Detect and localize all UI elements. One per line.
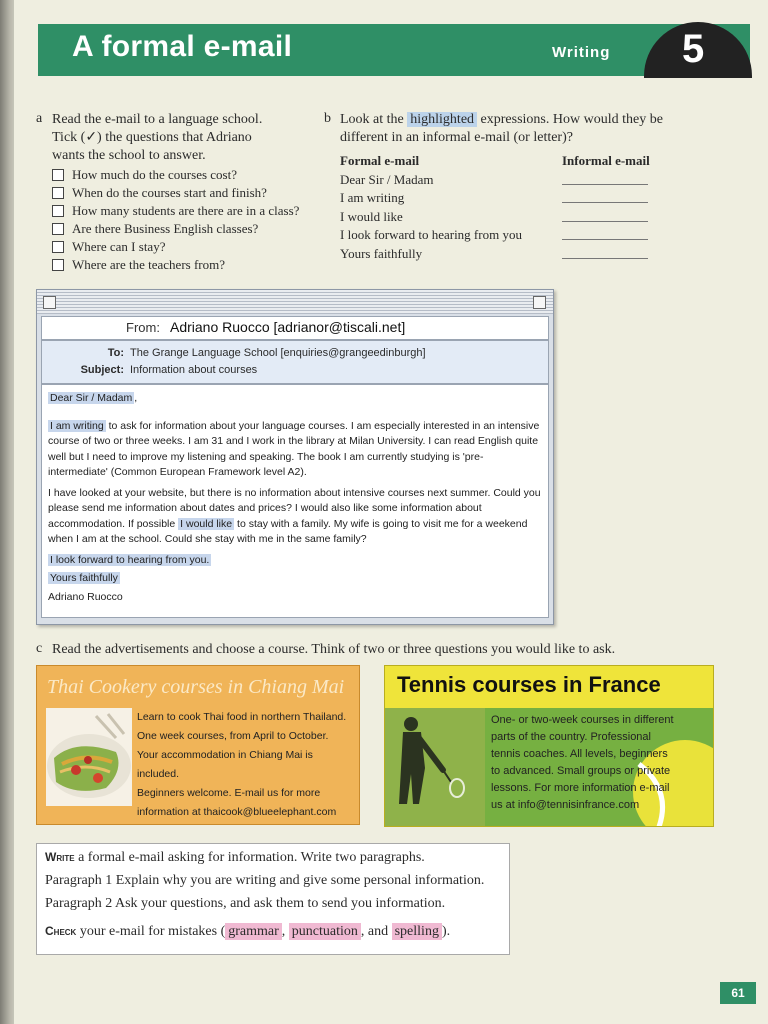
tennis-player-icon [385, 708, 485, 826]
table-row [340, 189, 670, 208]
checkbox[interactable] [52, 223, 64, 235]
paragraph-text: I have looked at your website, but there is no information about intensive courses next summer. Could you please send me information about dates and prices? I would also like some information about accommodation. If possible [48, 486, 541, 530]
checklist-item[interactable] [52, 202, 332, 220]
email-paragraph-2 [48, 486, 542, 548]
instruction-line: wants the school to answer. [52, 148, 206, 163]
formal-expression: Yours faithfully [340, 245, 423, 261]
ad-text [137, 708, 353, 822]
email-signature: Adriano Ruocco [48, 590, 123, 603]
checklist-label: Are there Business English classes? [72, 221, 259, 236]
exercise-c-letter: c [36, 641, 43, 656]
tennis-ad [384, 665, 714, 827]
instruction-line [340, 111, 700, 129]
task-line-1 [45, 850, 425, 866]
table-row [340, 171, 670, 190]
from-label: From: [126, 320, 160, 335]
instruction-text: Look at the [340, 112, 404, 127]
checklist-item[interactable] [52, 220, 332, 238]
checklist-label: How much do the courses cost? [72, 167, 237, 182]
instruction-line: Read the e-mail to a language school. [52, 112, 263, 127]
instruction-text: expressions. How would they be [480, 112, 663, 127]
checkbox[interactable] [52, 241, 64, 253]
exercise-c-instruction: Read the advertisements and choose a course. Think of two or three questions you would like to ask. [52, 642, 616, 657]
answer-blank[interactable] [562, 212, 648, 222]
ad-line: tennis coaches. All levels, beginners [491, 748, 668, 760]
highlighted-expression: Yours faithfully [50, 572, 118, 584]
exercise-a-letter: a [36, 111, 43, 126]
spelling-chip: spelling [392, 923, 442, 940]
highlighted-expression: Dear Sir / Madam [50, 392, 133, 404]
checkbox[interactable] [52, 169, 64, 181]
page-title: A formal e-mail [72, 30, 293, 63]
task-line-2: Paragraph 1 Explain why you are writing and give some personal information. [45, 873, 485, 888]
checkbox[interactable] [52, 259, 64, 271]
grammar-chip: grammar [225, 923, 282, 940]
table-row [340, 245, 670, 264]
food-photo [46, 708, 132, 806]
email-window [36, 289, 554, 625]
exercise-b-letter: b [324, 111, 331, 126]
email-paragraph-1 [48, 419, 542, 481]
table-row [340, 226, 670, 245]
checklist-label: When do the courses start and finish? [72, 185, 267, 200]
greeting-tail: , [134, 392, 138, 404]
task-text: your e-mail for mistakes ( [79, 924, 226, 939]
tennis-photo [385, 708, 485, 826]
formal-informal-table [340, 152, 670, 263]
email-from-row [41, 316, 549, 340]
highlighted-expression: I would like [180, 517, 233, 530]
unit-number: 5 [682, 27, 705, 71]
to-label: To: [107, 347, 124, 359]
ad-text [491, 712, 707, 814]
highlighted-expression: I am writing [50, 419, 104, 432]
thai-cookery-ad [36, 665, 360, 825]
page-header [38, 24, 750, 76]
col-formal-header: Formal e-mail [340, 153, 420, 169]
subject-value: Information about courses [130, 364, 258, 376]
ad-line: information at thaicook@blueelephant.com [137, 806, 337, 818]
writing-task-box [36, 843, 510, 955]
email-signoff [48, 571, 542, 587]
exercise-b-instruction [340, 111, 700, 147]
ad-title: Tennis courses in France [397, 672, 661, 697]
instruction-line: different in an informal e-mail (or letter)? [340, 130, 573, 145]
check-label: Check [45, 924, 77, 938]
page-number: 61 [720, 982, 756, 1004]
question-checklist [52, 166, 332, 274]
ad-line: One week courses, from April to October. [137, 730, 329, 742]
highlighted-word: highlighted [407, 112, 477, 127]
task-separator: ). [441, 924, 451, 939]
checklist-item[interactable] [52, 184, 332, 202]
email-body [41, 384, 549, 618]
answer-blank[interactable] [562, 175, 648, 185]
window-menu-icon[interactable] [43, 296, 56, 309]
ad-line: to advanced. Small groups or private [491, 765, 671, 777]
ad-line: One- or two-week courses in different [491, 714, 674, 726]
checklist-item[interactable] [52, 238, 332, 256]
highlighted-expression: I look forward to hearing from you. [50, 553, 210, 566]
table-header [340, 152, 670, 171]
checkbox[interactable] [52, 187, 64, 199]
answer-blank[interactable] [562, 249, 648, 259]
checklist-item[interactable] [52, 166, 332, 184]
instruction-line: Tick (✓) the questions that Adriano [52, 130, 252, 145]
task-text: a formal e-mail asking for information. Write two paragraphs. [78, 850, 425, 865]
ad-line: Learn to cook Thai food in northern Thailand. [137, 711, 347, 723]
write-label: Write [45, 850, 75, 864]
formal-expression: I look forward to hearing from you [340, 227, 522, 243]
checklist-label: Where can I stay? [72, 239, 166, 254]
ad-line: Beginners welcome. E-mail us for more [137, 787, 321, 799]
subject-label: Subject: [80, 364, 124, 376]
window-resize-icon[interactable] [533, 296, 546, 309]
punctuation-chip: punctuation [289, 923, 361, 940]
checklist-label: Where are the teachers from? [72, 257, 226, 272]
task-line-4 [45, 924, 450, 940]
answer-blank[interactable] [562, 193, 648, 203]
answer-blank[interactable] [562, 230, 648, 240]
task-separator: , and [360, 924, 389, 939]
from-value: Adriano Ruocco [adrianor@tiscali.net] [170, 319, 406, 335]
task-line-3: Paragraph 2 Ask your questions, and ask them to send you information. [45, 896, 446, 911]
checklist-label: How many students are there are in a class? [72, 203, 300, 218]
ad-line: Your accommodation in Chiang Mai is included. [137, 749, 313, 780]
food-illustration-icon [46, 708, 132, 806]
table-row [340, 208, 670, 227]
formal-expression: I am writing [340, 190, 405, 206]
ad-line: us at info@tennisinfrance.com [491, 799, 640, 811]
email-meta [41, 340, 549, 384]
ad-title: Thai Cookery courses in Chiang Mai [47, 676, 345, 698]
section-label: Writing [552, 44, 611, 61]
email-greeting [48, 391, 542, 407]
ad-line: parts of the country. Professional [491, 731, 651, 743]
email-closing [48, 553, 542, 569]
col-informal-header: Informal e-mail [562, 153, 650, 169]
to-value: The Grange Language School [enquiries@grangeedinburgh] [130, 347, 426, 359]
exercise-a-instruction [52, 111, 262, 165]
formal-expression: Dear Sir / Madam [340, 171, 434, 187]
paragraph-text: to ask for information about your language courses. I am especially interested in an intensive course of two or three weeks. I am 31 and I work in the library at Milan University. I can read English quite well but I need to improve my listening and speaking. The book I am currently studying is 'pre-intermediate' (Common European Framework level A2). [48, 419, 540, 478]
email-titlebar [37, 290, 553, 314]
formal-expression: I would like [340, 208, 403, 224]
checkbox[interactable] [52, 205, 64, 217]
task-separator: , [281, 924, 286, 939]
ad-line: lessons. For more information e-mail [491, 782, 670, 794]
paragraph-text: to stay with a family. My wife is going to visit me for a weekend when I am at the school. Could she stay with me in the same family? [48, 517, 528, 545]
checklist-item[interactable] [52, 256, 332, 274]
